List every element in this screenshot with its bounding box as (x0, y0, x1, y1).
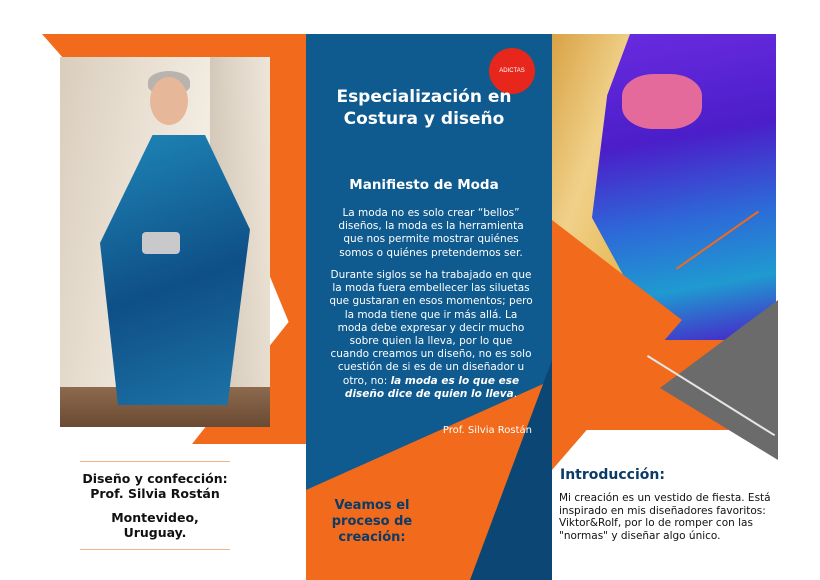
location-line-1: Montevideo, (111, 510, 199, 525)
page-title (320, 86, 528, 130)
location-line-2: Uruguay. (123, 525, 187, 540)
brand-logo-text: ADICTAS (499, 68, 525, 74)
page-title-line-1: Especialización en (336, 87, 512, 107)
manifesto-paragraph-2-text: Durante siglos se ha trabajado en que la moda fuera embellecer las siluetas que gustaran en esos momentos; pero la moda tiene que ir más allá. La moda debe expresar y decir mucho sobre quien la lleva, por lo que cuando creamos un diseño, no es solo cuestión de si es de un diseñador u otro, no: (329, 269, 533, 387)
process-heading (322, 498, 422, 546)
intro-heading: Introducción: (560, 467, 665, 483)
intro-paragraph: Mi creación es un vestido de fiesta. Está inspirado en mis diseñadores favoritos: Viktor&Rolf, por lo de romper con las "normas" y diseñar algo único. (559, 492, 771, 542)
manifesto-paragraph-2-end: . (513, 387, 518, 400)
manifesto-emphasis: la moda es lo que ese diseño dice de quien lo lleva (344, 374, 520, 400)
manifesto-paragraph-1: La moda no es solo crear “bellos” diseños, la moda es la herramienta que nos permite mostrar quiénes somos o quiénes pretendemos ser. (338, 207, 524, 259)
credit-rule-bottom (80, 549, 230, 550)
credit-rule-top (80, 461, 230, 462)
credit-line-2: Prof. Silvia Rostán (90, 486, 220, 501)
process-line-1: Veamos el (334, 498, 410, 513)
photo-face (150, 77, 188, 125)
process-line-2: proceso de (331, 514, 413, 529)
photo-designer-portrait (60, 57, 270, 427)
credit-line-1: Diseño y confección: (82, 471, 228, 486)
location-block (80, 510, 230, 540)
manifesto-signature: Prof. Silvia Rostán (442, 425, 532, 436)
page-title-line-2: Costura y diseño (343, 109, 505, 129)
photo-clutch (142, 232, 180, 254)
credit-block (80, 471, 230, 501)
manifesto-paragraph-2 (329, 269, 533, 401)
photo-arm (622, 74, 702, 129)
manifesto-heading: Manifiesto de Moda (349, 177, 499, 193)
process-line-3: creación: (338, 530, 406, 545)
